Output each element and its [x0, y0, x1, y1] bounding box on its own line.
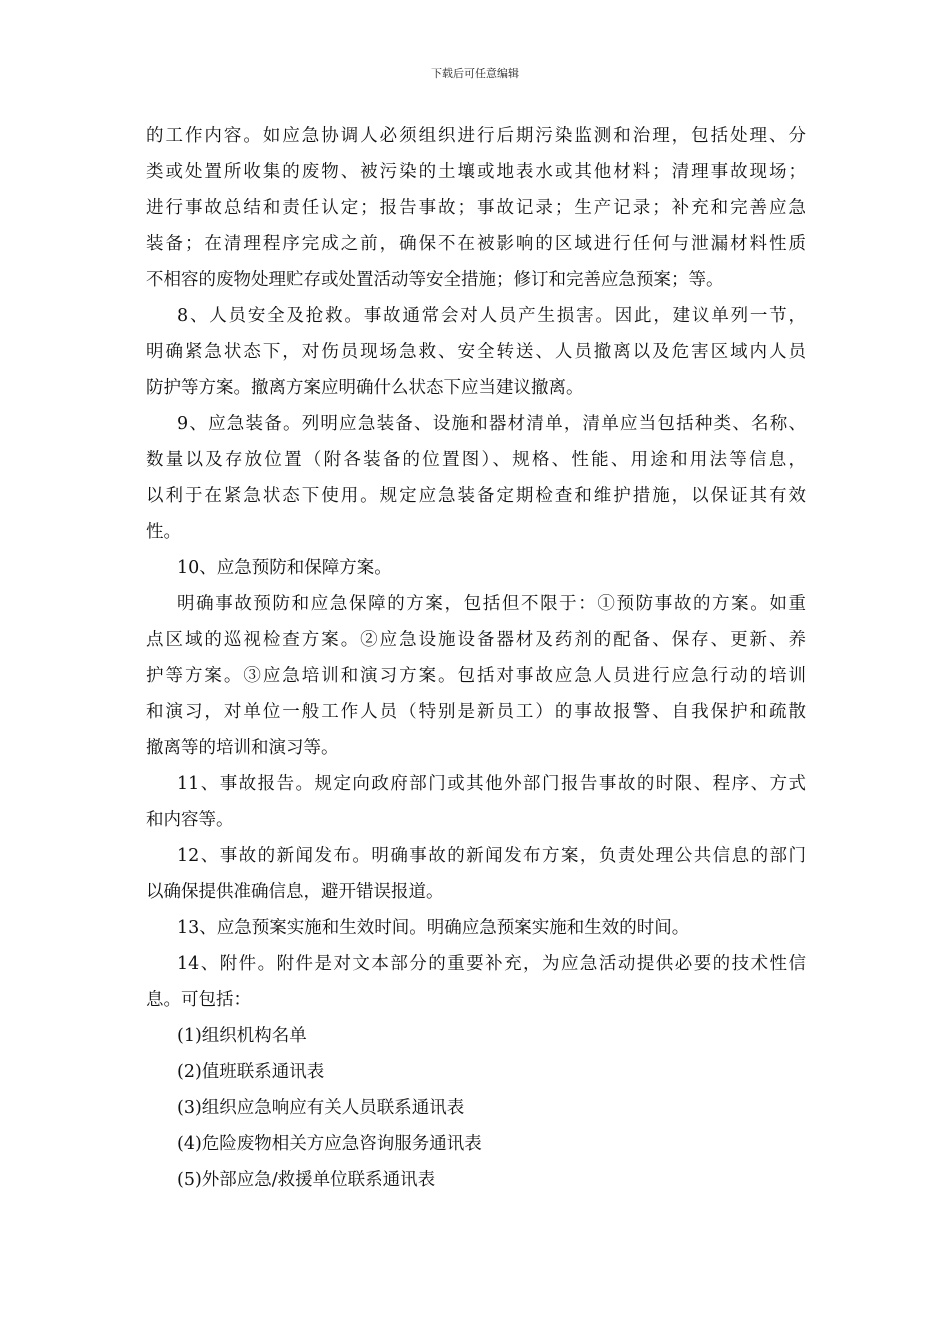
- text-line: 和演习，对单位一般工作人员（特别是新员工）的事故报警、自我保护和疏散: [146, 702, 806, 722]
- text-line: 明确紧急状态下，对伤员现场急救、安全转送、人员撤离以及危害区域内人员: [146, 342, 806, 362]
- text-line: 明确事故预防和应急保障的方案，包括但不限于：①预防事故的方案。如重: [177, 594, 806, 614]
- text-line: (1)组织机构名单: [177, 1026, 307, 1046]
- text-line: 防护等方案。撤离方案应明确什么状态下应当建议撤离。: [146, 378, 584, 398]
- page-header: 下载后可任意编辑: [431, 67, 519, 80]
- text-line: 数量以及存放位置（附各装备的位置图）、规格、性能、用途和用法等信息，: [146, 450, 806, 470]
- text-line: 以利于在紧急状态下使用。规定应急装备定期检查和维护措施，以保证其有效: [146, 486, 806, 506]
- text-line: 10、应急预防和保障方案。: [177, 558, 392, 578]
- text-line: 类或处置所收集的废物、被污染的土壤或地表水或其他材料；清理事故现场；: [146, 162, 806, 182]
- text-line: (4)危险废物相关方应急咨询服务通讯表: [177, 1134, 482, 1154]
- text-line: 9、应急装备。列明应急装备、设施和器材清单，清单应当包括种类、名称、: [177, 414, 806, 434]
- text-line: 装备；在清理程序完成之前，确保不在被影响的区域进行任何与泄漏材料性质: [146, 234, 806, 254]
- text-line: 性。: [146, 522, 181, 542]
- text-line: 进行事故总结和责任认定；报告事故；事故记录；生产记录；补充和完善应急: [146, 198, 806, 218]
- text-line: 11、事故报告。规定向政府部门或其他外部门报告事故的时限、程序、方式: [177, 774, 806, 794]
- text-line: 和内容等。: [146, 810, 234, 830]
- text-line: 息。可包括：: [146, 990, 251, 1010]
- document-body: [146, 118, 806, 1198]
- text-line: 14、附件。附件是对文本部分的重要补充，为应急活动提供必要的技术性信: [177, 954, 806, 974]
- text-line: 撤离等的培训和演习等。: [146, 738, 339, 758]
- text-line: 点区域的巡视检查方案。②应急设施设备器材及药剂的配备、保存、更新、养: [146, 630, 806, 650]
- text-line: 8、人员安全及抢救。事故通常会对人员产生损害。因此，建议单列一节，: [177, 306, 806, 326]
- text-line: (2)值班联系通讯表: [177, 1062, 325, 1082]
- text-line: (3)组织应急响应有关人员联系通讯表: [177, 1098, 465, 1118]
- text-line: 不相容的废物处理贮存或处置活动等安全措施；修订和完善应急预案；等。: [146, 270, 724, 290]
- text-line: 护等方案。③应急培训和演习方案。包括对事故应急人员进行应急行动的培训: [146, 666, 806, 686]
- text-line: 以确保提供准确信息，避开错误报道。: [146, 882, 444, 902]
- text-line: 12、事故的新闻发布。明确事故的新闻发布方案，负责处理公共信息的部门: [177, 846, 806, 866]
- text-line: (5)外部应急/救援单位联系通讯表: [177, 1170, 436, 1190]
- text-line: 13、应急预案实施和生效时间。明确应急预案实施和生效的时间。: [177, 918, 690, 938]
- text-line: 的工作内容。如应急协调人必须组织进行后期污染监测和治理，包括处理、分: [146, 126, 806, 146]
